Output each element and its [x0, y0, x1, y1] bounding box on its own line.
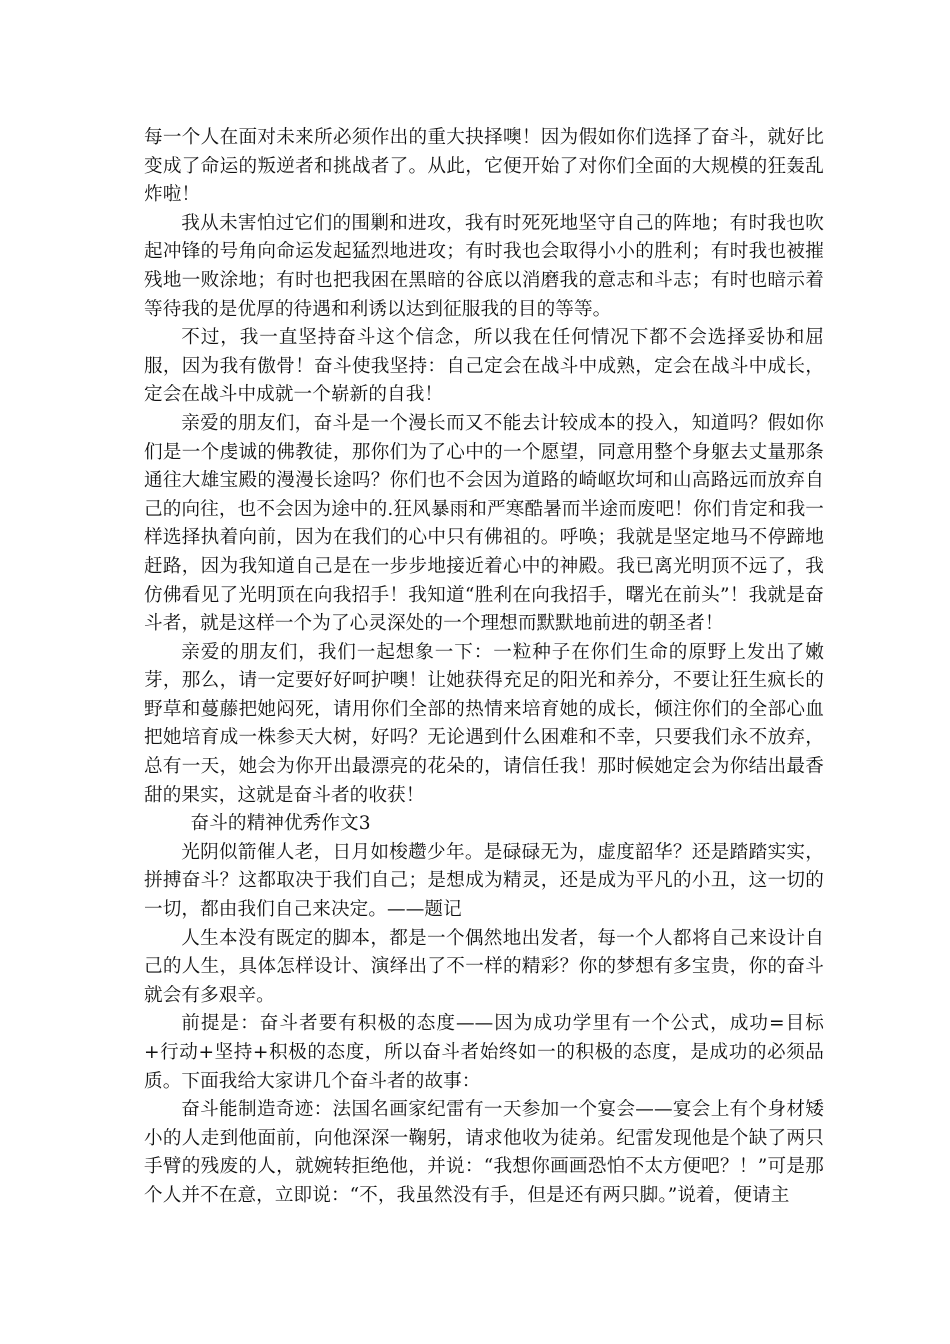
paragraph: 前提是：奋斗者要有积极的态度——因为成功学里有一个公式，成功=目标+行动+坚持+积极的态度，所以奋斗者始终如一的积极的态度，是成功的必须品质。下面我给大家讲几个奋斗者的故事： [144, 1013, 824, 1092]
paragraph: 每一个人在面对未来所必须作出的重大抉择噢！因为假如你们选择了奋斗，就好比变成了命运的叛逆者和挑战者了。从此，它便开始了对你们全面的大规模的狂轰乱炸啦！ [144, 127, 824, 206]
paragraph: 我从未害怕过它们的围剿和进攻，我有时死死地坚守自己的阵地；有时我也吹起冲锋的号角向命运发起猛烈地进攻；有时我也会取得小小的胜利；有时我也被摧残地一败涂地；有时也把我困在黑暗的谷底以消磨我的意志和斗志；有时也暗示着等待我的是优厚的待遇和利诱以达到征服我的目的等等。 [144, 212, 824, 320]
section-heading: 奋斗的精神优秀作文3 [190, 813, 371, 835]
paragraph: 奋斗能制造奇迹：法国名画家纪雷有一天参加一个宴会——宴会上有个身材矮小的人走到他面前，向他深深一鞠躬，请求他收为徒弟。纪雷发现他是个缺了两只手臂的残废的人，就婉转拒绝他，并说：“我想你画画恐怕不太方便吧？！”可是那个人并不在意，立即说：“不，我虽然没有手，但是还有两只脚。”说着，便请主 [144, 1099, 824, 1206]
paragraph: 光阴似箭催人老，日月如梭趱少年。是碌碌无为，虚度韶华？还是踏踏实实，拼搏奋斗？这都取决于我们自己；是想成为精灵，还是成为平凡的小丑，这一切的一切，都由我们自己来决定。——题记 [144, 841, 824, 921]
paragraph: 亲爱的朋友们，奋斗是一个漫长而又不能去计较成本的投入，知道吗？假如你们是一个虔诚的佛教徒，那你们为了心中的一个愿望，同意用整个身躯去丈量那条通往大雄宝殿的漫漫长途吗？你们也不会因为道路的崎岖坎坷和山高路远而放弃自己的向往，也不会因为途中的.狂风暴雨和严寒酷暑而半途而废吧！你们肯定和我一样选择执着向前，因为在我们的心中只有佛祖的。呼唤；我就是坚定地马不停蹄地赶路，因为我知道自己是在一步步地接近着心中的神殿。我已离光明顶不远了，我仿佛看见了光明顶在向我招手！我知道“胜利在向我招手，曙光在前头”！我就是奋斗者，就是这样一个为了心灵深处的一个理想而默默地前进的朝圣者！ [144, 412, 824, 635]
paragraph: 亲爱的朋友们，我们一起想象一下：一粒种子在你们生命的原野上发出了嫩芽，那么，请一定要好好呵护噢！让她获得充足的阳光和养分，不要让狂生疯长的野草和蔓藤把她闷死，请用你们全部的热情来培育她的成长，倾注你们的全部心血把她培育成一株参天大树，好吗？无论遇到什么困难和不幸，只要我们永不放弃，总有一天，她会为你开出最漂亮的花朵的，请信任我！那时候她定会为你结出最香甜的果实，这就是奋斗者的收获！ [144, 641, 824, 806]
document-page [144, 124, 824, 1211]
paragraph: 人生本没有既定的脚本，都是一个偶然地出发者，每一个人都将自己来设计自己的人生，具体怎样设计、演绎出了不一样的精彩？你的梦想有多宝贵，你的奋斗就会有多艰辛。 [144, 927, 824, 1006]
paragraph: 不过，我一直坚持奋斗这个信念，所以我在任何情况下都不会选择妥协和屈服，因为我有傲骨！奋斗使我坚持：自己定会在战斗中成熟，定会在战斗中成长，定会在战斗中成就一个崭新的自我！ [144, 327, 824, 406]
